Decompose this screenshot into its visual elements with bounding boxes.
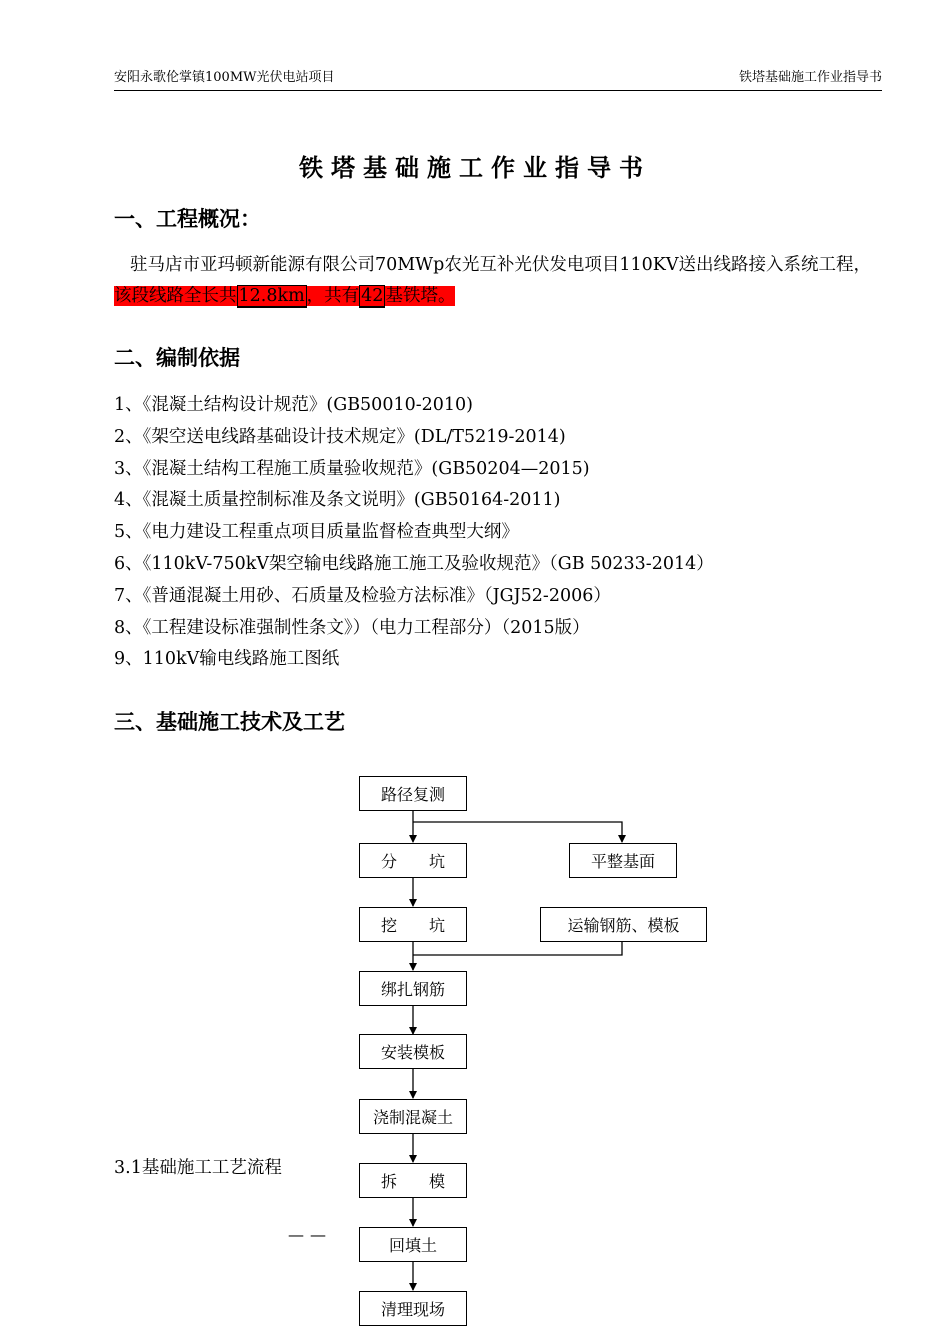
overview-text: 驻马店市亚玛顿新能源有限公司70MWp农光互补光伏发电项目110KV送出线路接入系统工程， xyxy=(130,255,871,275)
reference-item: 9、110kV输电线路施工图纸 xyxy=(114,649,340,670)
flow-step-tie-rebar: 绑扎钢筋 xyxy=(359,971,467,1006)
arrow-survey-to-level xyxy=(413,822,622,842)
header-project-name: 安阳永歌伦掌镇100MW光伏电站项目 xyxy=(114,70,335,85)
reference-item: 7、《普通混凝土用砂、石质量及检验方法标准》（JGJ52-2006） xyxy=(114,585,611,606)
document-title: 铁塔基础施工作业指导书 xyxy=(299,154,651,182)
highlight-count-prefix: ，共有 xyxy=(306,286,360,306)
flow-step-split-pit: 分 坑 xyxy=(359,843,467,878)
flow-step-transport: 运输钢筋、模板 xyxy=(540,907,707,942)
flow-step-strip-formwork: 拆 模 xyxy=(359,1163,467,1198)
section-2-heading: 二、编制依据 xyxy=(114,346,240,370)
flow-step-install-formwork: 安装模板 xyxy=(359,1034,467,1069)
arrow-transport-to-rebar xyxy=(413,941,622,955)
reference-item: 8、《工程建设标准强制性条文》）（电力工程部分）（2015版） xyxy=(114,617,590,638)
reference-item: 4、《混凝土质量控制标准及条文说明》(GB50164-2011) xyxy=(114,490,561,511)
header-document-name: 铁塔基础施工作业指导书 xyxy=(738,70,882,85)
flow-step-backfill: 回填土 xyxy=(359,1227,467,1262)
reference-item: 1、《混凝土结构设计规范》(GB50010-2010) xyxy=(114,395,473,415)
reference-item: 2、《架空送电线路基础设计技术规定》(DL/T5219-2014) xyxy=(114,426,566,447)
flow-step-pour-concrete: 浇制混凝土 xyxy=(359,1099,467,1134)
flow-step-level-ground: 平整基面 xyxy=(569,843,677,878)
reference-item: 3、《混凝土结构工程施工质量验收规范》(GB50204—2015) xyxy=(114,458,590,479)
tower-count-value: 42 xyxy=(361,286,384,306)
highlight-length-prefix: 该段线路全长共 xyxy=(114,286,237,306)
reference-item: 6、《110kV-750kV架空输电线路施工施工及验收规范》（GB 50233-2014） xyxy=(114,553,714,574)
dash-mark: —— xyxy=(288,1225,332,1244)
line-length-value: 12.8km xyxy=(238,286,305,306)
reference-item: 5、《电力建设工程重点项目质量监督检查典型大纲》 xyxy=(114,522,519,543)
section-1-heading: 一、工程概况： xyxy=(114,207,261,231)
flow-step-survey: 路径复测 xyxy=(359,776,467,811)
flow-step-dig-pit: 挖 坑 xyxy=(359,907,467,942)
subsection-3-1-label: 3.1基础施工工艺流程 xyxy=(114,1158,282,1178)
flow-step-cleanup: 清理现场 xyxy=(359,1291,467,1326)
highlight-suffix: 基铁塔。 xyxy=(385,286,456,306)
section-3-heading: 三、基础施工技术及工艺 xyxy=(114,710,345,734)
